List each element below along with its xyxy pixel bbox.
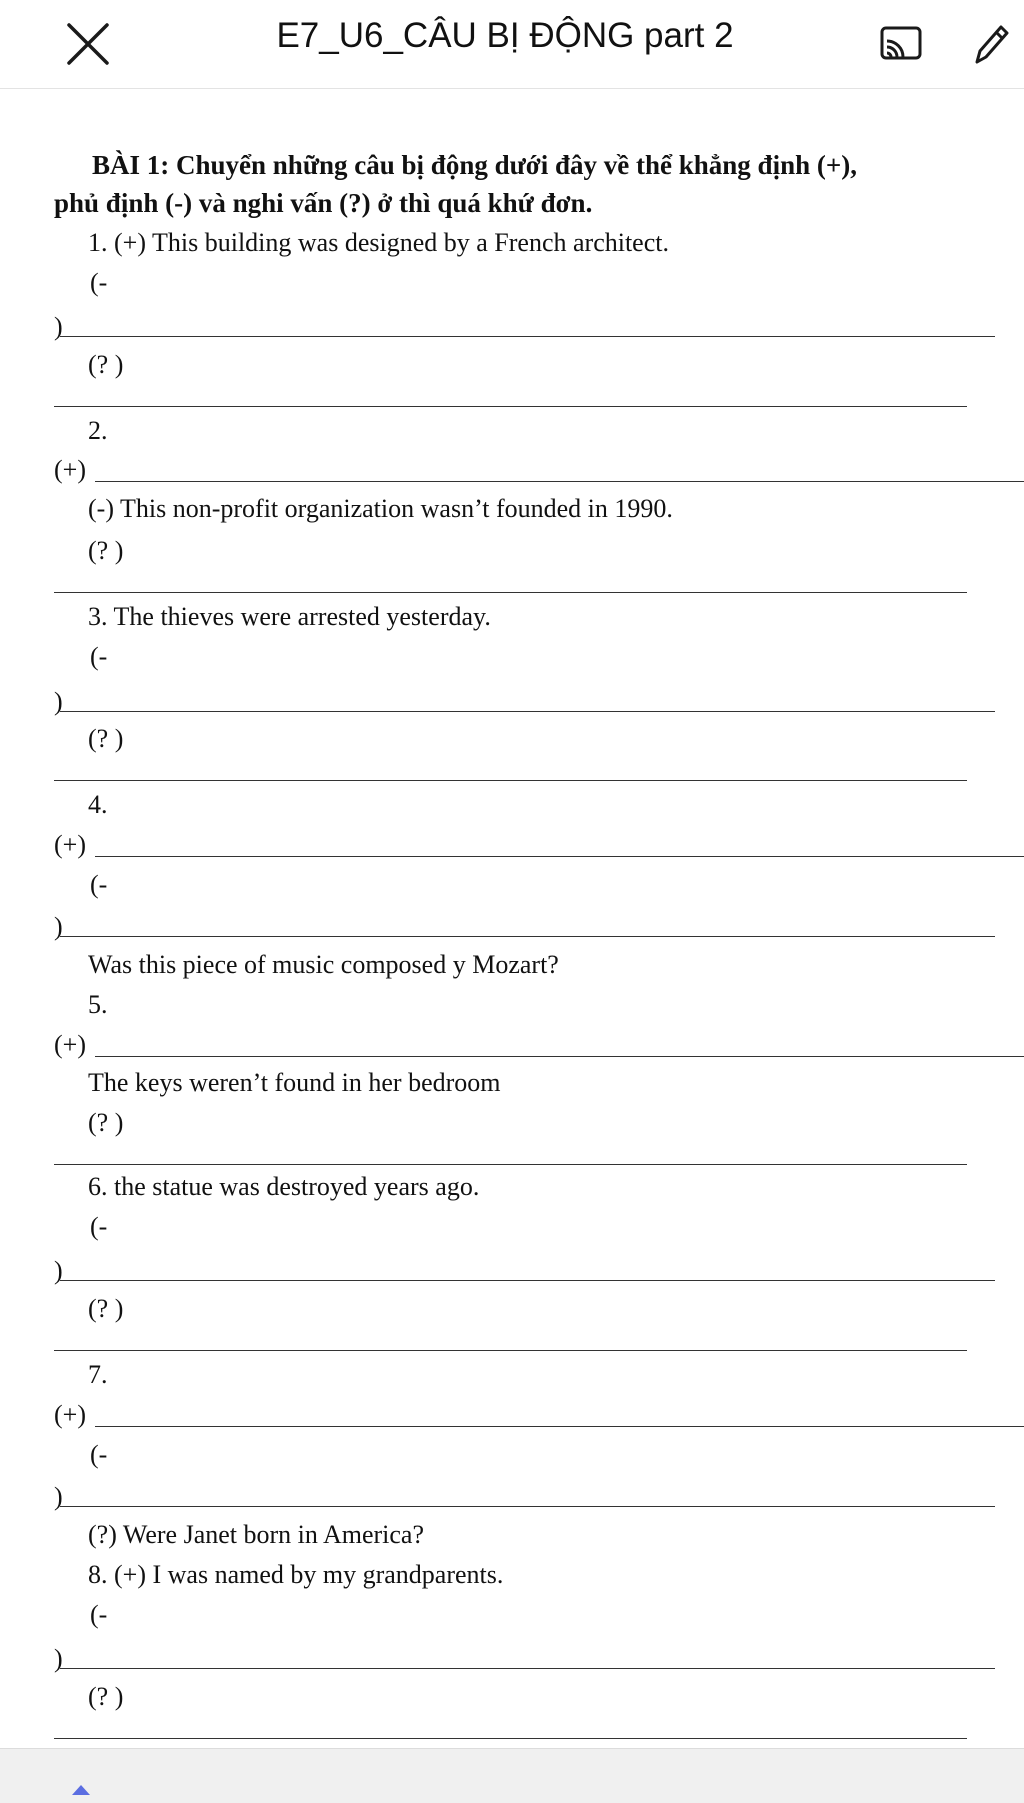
document-page <box>0 88 1024 1748</box>
exercise-heading-line-2: phủ định (-) và nghi vấn (?) ở thì quá khứ đơn. <box>54 188 593 218</box>
q3-sentence: 3. The thieves were arrested yesterday. <box>88 602 491 631</box>
answer-line <box>60 936 995 937</box>
q2-negative: (-) This non-profit organization wasn’t founded in 1990. <box>88 494 673 523</box>
q4-negative-label: (- <box>90 870 108 899</box>
q8-affirmative: 8. (+) I was named by my grandparents. <box>88 1560 504 1589</box>
q6-negative-close: ) <box>54 1256 63 1285</box>
answer-line <box>60 1280 995 1281</box>
q5-question-label: (? ) <box>88 1108 124 1137</box>
document-title: E7_U6_CÂU BỊ ĐỘNG part 2 <box>276 16 734 55</box>
close-icon <box>65 21 111 67</box>
q3-question-label: (? ) <box>88 724 124 753</box>
q3-negative-label: (- <box>90 642 108 671</box>
answer-line <box>95 1056 1024 1057</box>
q4-negative-close: ) <box>54 912 63 941</box>
q1-affirmative: 1. (+) This building was designed by a French architect. <box>88 228 669 257</box>
app-bar <box>0 0 1024 89</box>
q7-negative-label: (- <box>90 1440 108 1469</box>
q8-negative-label: (- <box>90 1600 108 1629</box>
answer-line <box>95 1426 1024 1427</box>
q7-affirmative-label: (+) <box>54 1400 86 1429</box>
q4-question: Was this piece of music composed y Mozart? <box>88 950 559 979</box>
answer-line <box>54 1350 967 1351</box>
q2-question-label: (? ) <box>88 536 124 565</box>
answer-line <box>60 1506 995 1507</box>
q7-question: (?) Were Janet born in America? <box>88 1520 424 1549</box>
q5-number: 5. <box>88 990 108 1019</box>
answer-line <box>54 1738 967 1739</box>
q7-number: 7. <box>88 1360 108 1389</box>
answer-line <box>54 780 967 781</box>
q6-sentence: 6. the statue was destroyed years ago. <box>88 1172 480 1201</box>
answer-line <box>60 336 995 337</box>
answer-line <box>54 1164 967 1165</box>
q8-negative-close: ) <box>54 1644 63 1673</box>
q2-affirmative-label: (+) <box>54 455 86 484</box>
q6-question-label: (? ) <box>88 1294 124 1323</box>
cast-button[interactable] <box>865 8 937 80</box>
answer-line <box>60 711 995 712</box>
q3-negative-close: ) <box>54 687 63 716</box>
q8-question-label: (? ) <box>88 1682 124 1711</box>
bottom-toolbar <box>0 1748 1024 1803</box>
edit-button[interactable] <box>955 8 1024 80</box>
answer-line <box>95 481 1024 482</box>
q1-negative-label: (- <box>90 268 108 297</box>
q7-negative-close: ) <box>54 1482 63 1511</box>
answer-line <box>54 406 967 407</box>
q1-negative-close: ) <box>54 312 63 341</box>
scroll-up-handle-icon[interactable] <box>72 1785 90 1795</box>
close-button[interactable] <box>52 8 124 80</box>
answer-line <box>54 592 967 593</box>
q4-affirmative-label: (+) <box>54 830 86 859</box>
answer-line <box>95 856 1024 857</box>
q2-number: 2. <box>88 416 108 445</box>
q5-negative: The keys weren’t found in her bedroom <box>88 1068 501 1097</box>
answer-line <box>60 1668 995 1669</box>
pencil-icon <box>971 22 1011 66</box>
exercise-heading-line-1: BÀI 1: Chuyển những câu bị động dưới đây về thể khẳng định (+), <box>92 150 857 180</box>
q4-number: 4. <box>88 790 108 819</box>
q5-affirmative-label: (+) <box>54 1030 86 1059</box>
q6-negative-label: (- <box>90 1212 108 1241</box>
cast-icon <box>880 26 922 62</box>
q1-question-label: (? ) <box>88 350 124 379</box>
